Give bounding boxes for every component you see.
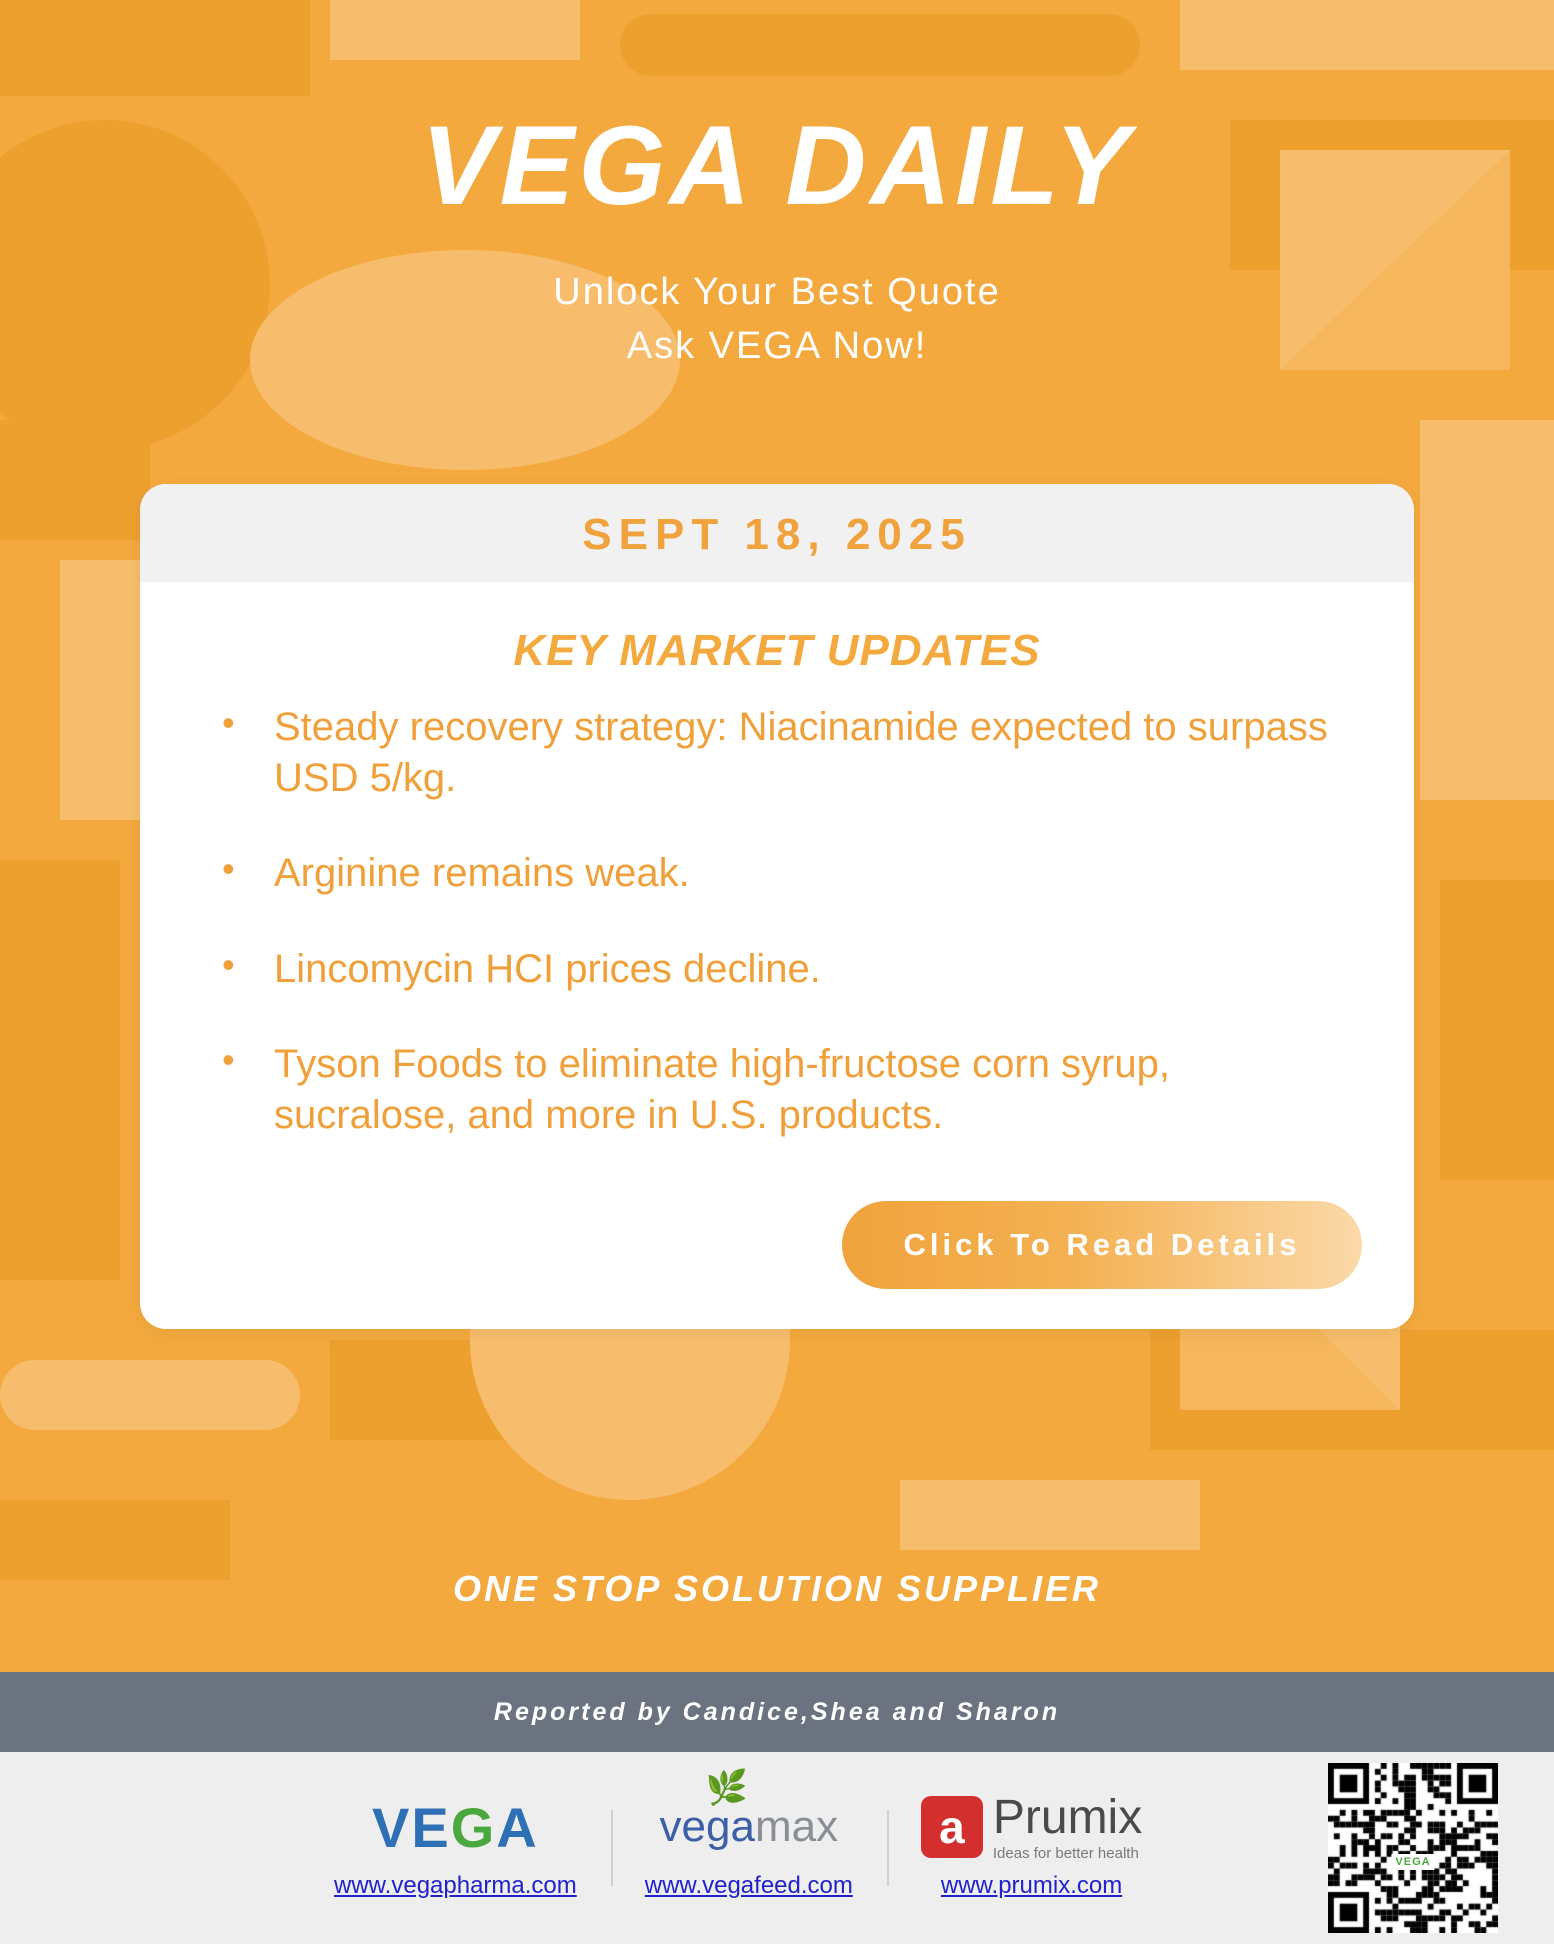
subtitle-line-2: Ask VEGA Now! <box>626 324 928 367</box>
reporter-text: Reported by Candice,Shea and Sharon <box>493 1697 1061 1726</box>
footer <box>0 1752 1554 1944</box>
vega-logo <box>372 1796 539 1858</box>
updates-card <box>140 484 1414 1329</box>
prumix-name: Prumix <box>992 1790 1143 1844</box>
card-date: SEPT 18, 2025 <box>140 484 1414 582</box>
brand-prumix[interactable] <box>887 1790 1176 1900</box>
vegapharma-link[interactable]: www.vegapharma.com <box>334 1872 577 1899</box>
qr-code[interactable] <box>1328 1763 1498 1933</box>
list-item: • Steady recovery strategy: Niacinamide expected to surpass USD 5/kg. <box>192 702 1362 804</box>
vega-wordmark <box>372 1795 539 1860</box>
prumix-mark-icon: a <box>921 1796 983 1858</box>
prumix-lockup <box>921 1790 1143 1862</box>
vegafeed-link[interactable]: www.vegafeed.com <box>644 1872 853 1899</box>
vega-wordmark-part3: A <box>496 1795 539 1859</box>
list-item: • Arginine remains weak. <box>192 848 1362 899</box>
prumix-tagline: Ideas for better health <box>992 1844 1139 1862</box>
list-item: • Tyson Foods to eliminate high-fructose corn syrup, sucralose, and more in U.S. products. <box>192 1039 1362 1141</box>
updates-list <box>192 702 1362 1141</box>
page-title: VEGA DAILY <box>420 103 1134 228</box>
vega-wordmark-part1: VE <box>372 1795 451 1859</box>
prumix-logo <box>921 1790 1143 1862</box>
read-details-button[interactable]: Click To Read Details <box>842 1201 1362 1289</box>
subtitle-line-1: Unlock Your Best Quote <box>553 271 1001 313</box>
list-item: • Lincomycin HCI prices decline. <box>192 944 1362 995</box>
vegamax-logo <box>659 1769 839 1858</box>
reporter-bar <box>0 1672 1554 1752</box>
subtitle <box>0 266 1554 374</box>
prumix-text <box>992 1790 1143 1862</box>
vegamax-wordmark-part2: max <box>754 1802 839 1851</box>
brand-list <box>0 1769 1328 1900</box>
leaf-icon: 🌿 <box>705 1769 748 1807</box>
brand-vegamax[interactable] <box>611 1769 887 1900</box>
vega-wordmark-part2: G <box>450 1795 497 1859</box>
card-heading: KEY MARKET UPDATES <box>513 626 1041 675</box>
cta-row <box>192 1201 1362 1289</box>
brand-vega[interactable] <box>300 1796 611 1900</box>
qr-canvas <box>1328 1763 1498 1933</box>
vegamax-wordmark-part1: vega <box>659 1802 755 1851</box>
card-body <box>140 582 1414 1329</box>
qr-badge-label: VEGA <box>1391 1854 1434 1870</box>
prumix-link[interactable]: www.prumix.com <box>940 1872 1123 1899</box>
vegamax-wordmark <box>659 1769 839 1852</box>
tagline: ONE STOP SOLUTION SUPPLIER <box>452 1568 1102 1609</box>
poster-header <box>0 0 1554 374</box>
